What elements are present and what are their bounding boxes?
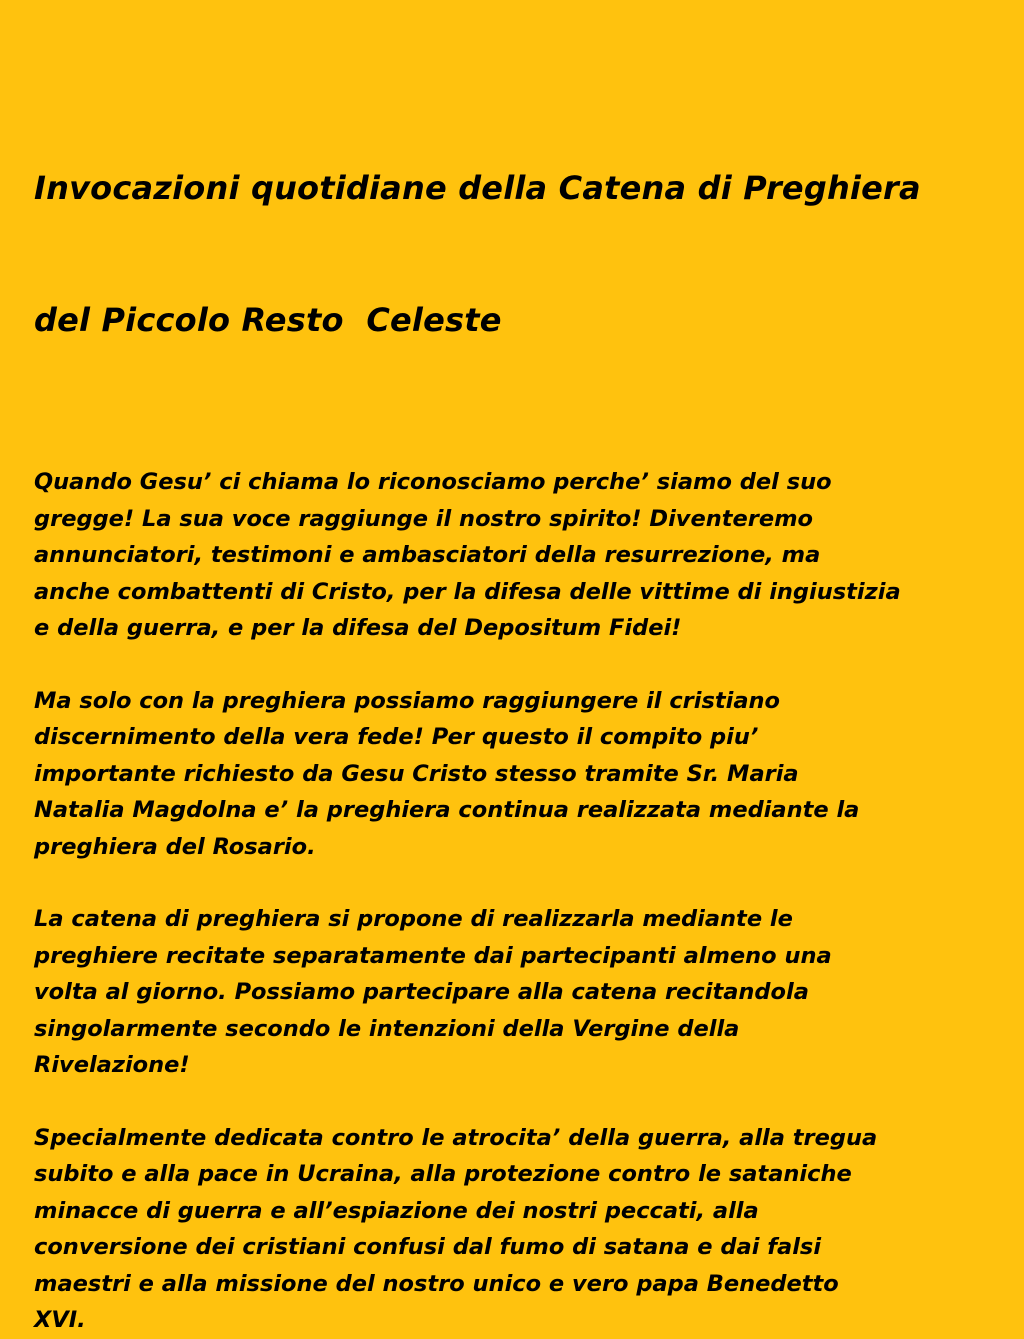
text-line: Specialmente dedicata contro le atrocita’ della guerra, alla tregua [34,1124,878,1151]
text-line: Ma solo con la preghiera possiamo raggiungere il cristiano [34,687,781,714]
text-line: preghiera del Rosario. [34,833,316,860]
text-line: Natalia Magdolna e’ la preghiera continua realizzata mediante la [34,797,860,823]
text-line: subito e alla pace in Ucraina, alla protezione contro le sataniche [34,1161,852,1187]
document-title [34,78,994,430]
text-line: singolarmente secondo le intenzioni della Vergine della [34,1015,740,1042]
text-line: anche combattenti di Cristo, per la difesa delle vittime di ingiustizia [34,578,901,605]
title-line: Invocazioni quotidiane della Catena di Preghiera [34,169,921,207]
text-line: volta al giorno. Possiamo partecipare alla catena recitandola [34,979,809,1005]
title-line: del Piccolo Resto Celeste [34,301,502,339]
text-line: XVI. [34,1307,86,1333]
text-line: gregge! La sua voce raggiunge il nostro spirito! Diventeremo [34,505,814,532]
text-line: La catena di preghiera si propone di realizzarla mediante le [34,906,793,932]
paragraph-chain [34,901,994,1084]
text-line: Quando Gesu’ ci chiama lo riconosciamo perche’ siamo del suo [34,469,832,495]
paragraph-vocation [34,464,994,647]
text-line: e della guerra, e per la difesa del Depositum Fidei! [34,615,682,641]
text-line: minacce di guerra e all’espiazione dei nostri peccati, alla [34,1197,759,1224]
text-line: Rivelazione! [34,1052,190,1078]
text-line: importante richiesto da Gesu Cristo stesso tramite Sr. Maria [34,760,799,787]
text-line: discernimento della vera fede! Per questo il compito piu’ [34,724,759,750]
text-line: maestri e alla missione del nostro unico e vero papa Benedetto [34,1270,839,1297]
text-line: conversione dei cristiani confusi dal fumo di satana e dai falsi [34,1234,822,1260]
paragraph-intentions [34,1120,994,1339]
text-line: preghiere recitate separatamente dai partecipanti almeno una [34,942,832,969]
paragraph-prayer [34,683,994,866]
text-line: annunciatori, testimoni e ambasciatori della resurrezione, ma [34,542,821,568]
